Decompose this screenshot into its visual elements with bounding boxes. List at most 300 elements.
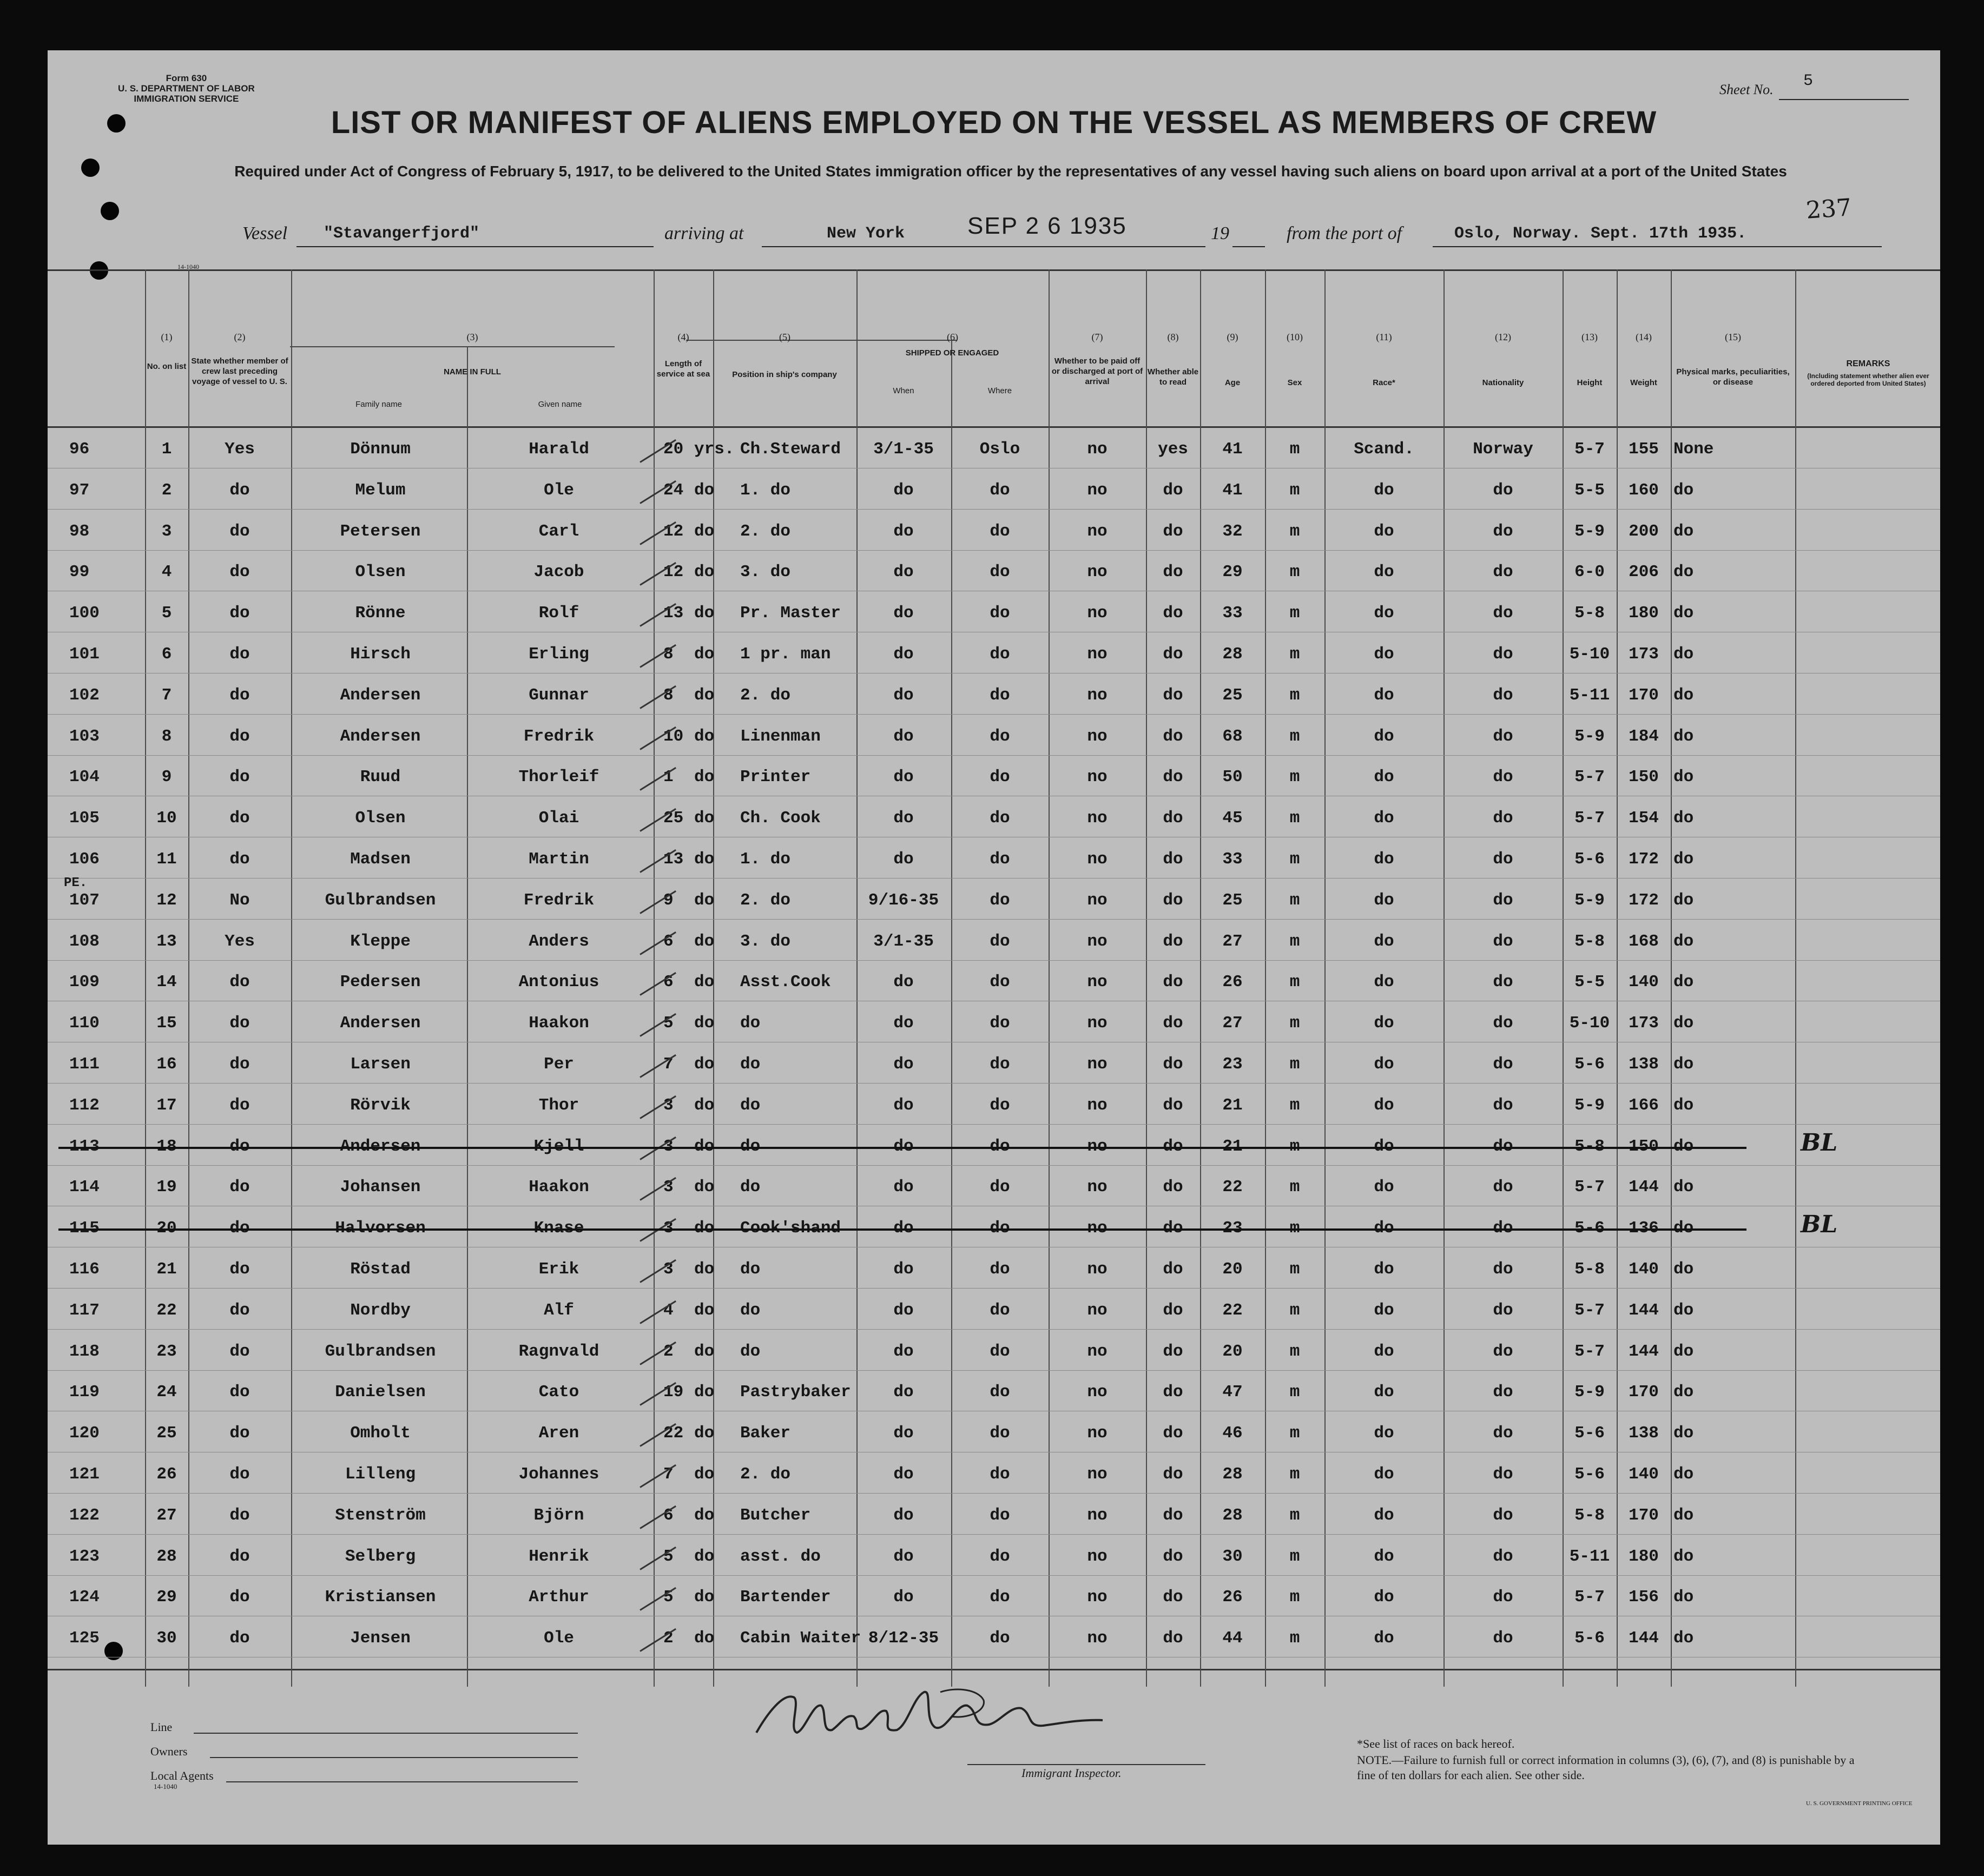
cell-where: do — [990, 932, 1010, 951]
cell-family-name: Madsen — [350, 850, 411, 869]
cell-length: 20 — [663, 440, 684, 459]
cell-member: do — [229, 563, 250, 582]
divider — [967, 1764, 1205, 1765]
cell-height: 6-0 — [1574, 563, 1605, 582]
cell-race: do — [1374, 1300, 1394, 1320]
cell-nationality: do — [1493, 726, 1513, 746]
divider — [48, 960, 1940, 961]
cell-sex: m — [1289, 440, 1300, 459]
cell-given-name: Rolf — [538, 604, 579, 623]
divider — [1433, 246, 1882, 247]
cell-given-name: Per — [544, 1055, 574, 1074]
cell-age: 29 — [1222, 563, 1243, 582]
cell-height: 5-6 — [1574, 850, 1605, 869]
cell-where: do — [990, 1219, 1010, 1238]
inspector-label: Immigrant Inspector. — [1021, 1766, 1122, 1780]
entry-number: 98 — [69, 521, 90, 541]
cell-position: do — [740, 1342, 761, 1361]
cell-race: do — [1374, 1629, 1394, 1648]
cell-paid-off: no — [1087, 973, 1108, 992]
cell-position: Baker — [740, 1424, 791, 1443]
column-number: (8) — [1167, 332, 1179, 342]
cell-height: 5-7 — [1574, 1178, 1605, 1197]
entry-number: 123 — [69, 1547, 100, 1566]
page-subtitle: Required under Act of Congress of February 5, 1917, to be delivered to the United States immigration officer by the representatives of any vessel having such aliens on board upon arrival at a port of the United States — [234, 163, 1787, 180]
cell-no: 16 — [156, 1055, 177, 1074]
cell-where: do — [990, 1178, 1010, 1197]
cell-sex: m — [1289, 1383, 1300, 1402]
cell-no: 18 — [156, 1137, 177, 1156]
cell-weight: 140 — [1629, 1465, 1659, 1484]
entry-number: 121 — [69, 1465, 100, 1484]
cell-physical: do — [1673, 1055, 1694, 1074]
cell-length: 22 — [663, 1424, 684, 1443]
cell-no: 3 — [161, 521, 172, 541]
cell-height: 5-6 — [1574, 1465, 1605, 1484]
cell-no: 17 — [156, 1095, 177, 1115]
cell-nationality: do — [1493, 1342, 1513, 1361]
cell-given-name: Carl — [538, 521, 579, 541]
cell-weight: 173 — [1629, 645, 1659, 664]
cell-member: do — [229, 726, 250, 746]
cell-sex: m — [1289, 726, 1300, 746]
cell-able-read: do — [1163, 1178, 1183, 1197]
cell-family-name: Rörvik — [350, 1095, 411, 1115]
cell-race: Scand. — [1354, 440, 1414, 459]
cell-family-name: Halvorsen — [335, 1219, 426, 1238]
header-able-read: Whether able to read — [1147, 367, 1199, 387]
column-number: (7) — [1091, 332, 1103, 342]
manifest-sheet — [48, 50, 1940, 1845]
column-number: (12) — [1495, 332, 1511, 342]
cell-no: 10 — [156, 809, 177, 828]
cell-member: do — [229, 1588, 250, 1607]
divider — [1671, 269, 1672, 1687]
cell-family-name: Olsen — [355, 563, 406, 582]
cell-nationality: do — [1493, 850, 1513, 869]
cell-able-read: do — [1163, 521, 1183, 541]
cell-when: do — [893, 1547, 914, 1566]
cell-age: 44 — [1222, 1629, 1243, 1648]
cell-weight: 166 — [1629, 1095, 1659, 1115]
cell-nationality: do — [1493, 1588, 1513, 1607]
cell-member: do — [229, 521, 250, 541]
divider — [762, 246, 1205, 247]
cell-length: 3 — [663, 1178, 674, 1197]
cell-length-unit: do — [694, 890, 715, 910]
cell-age: 26 — [1222, 1588, 1243, 1607]
cell-race: do — [1374, 973, 1394, 992]
cell-physical: do — [1673, 1219, 1694, 1238]
cell-race: do — [1374, 1014, 1394, 1033]
cell-family-name: Andersen — [340, 1014, 421, 1033]
cell-given-name: Jacob — [533, 563, 584, 582]
cell-length-unit: do — [694, 685, 715, 705]
cell-paid-off: no — [1087, 1260, 1108, 1279]
cell-length: 13 — [663, 850, 684, 869]
cell-able-read: do — [1163, 1588, 1183, 1607]
cell-physical: do — [1673, 1465, 1694, 1484]
cell-position: Printer — [740, 768, 811, 787]
divider — [48, 509, 1940, 510]
cell-family-name: Rönne — [355, 604, 406, 623]
cell-position: 1. do — [740, 480, 791, 500]
divider — [48, 1329, 1940, 1330]
cell-where: do — [990, 480, 1010, 500]
cell-no: 30 — [156, 1629, 177, 1648]
cell-weight: 136 — [1629, 1219, 1659, 1238]
entry-number: 99 — [69, 563, 90, 582]
cell-member: Yes — [225, 440, 255, 459]
cell-length: 3 — [663, 1095, 674, 1115]
punch-hole-icon — [101, 202, 119, 220]
cell-no: 21 — [156, 1260, 177, 1279]
column-number: (9) — [1227, 332, 1238, 342]
cell-able-read: do — [1163, 1629, 1183, 1648]
cell-when: do — [893, 1383, 914, 1402]
cell-family-name: Pedersen — [340, 973, 421, 992]
cell-when: do — [893, 563, 914, 582]
cell-paid-off: no — [1087, 1219, 1108, 1238]
cell-able-read: do — [1163, 1505, 1183, 1525]
header-remarks: REMARKS — [1846, 359, 1890, 368]
divider — [467, 346, 468, 1687]
cell-when: do — [893, 809, 914, 828]
divider — [951, 340, 952, 1687]
divider — [48, 269, 1940, 271]
strike-through-line — [58, 1147, 1746, 1149]
cell-nationality: do — [1493, 1424, 1513, 1443]
cell-physical: do — [1673, 645, 1694, 664]
cell-sex: m — [1289, 685, 1300, 705]
cell-paid-off: no — [1087, 1014, 1108, 1033]
cell-physical: do — [1673, 768, 1694, 787]
cell-sex: m — [1289, 1137, 1300, 1156]
cell-length-unit: do — [694, 1260, 715, 1279]
cell-where: do — [990, 563, 1010, 582]
cell-able-read: do — [1163, 1383, 1183, 1402]
entry-number: 110 — [69, 1014, 100, 1033]
cell-paid-off: no — [1087, 1505, 1108, 1525]
cell-length-unit: do — [694, 1547, 715, 1566]
cell-where: do — [990, 1383, 1010, 1402]
cell-length-unit: do — [694, 1342, 715, 1361]
cell-paid-off: no — [1087, 1629, 1108, 1648]
cell-nationality: do — [1493, 890, 1513, 910]
cell-age: 68 — [1222, 726, 1243, 746]
cell-position: 2. do — [740, 521, 791, 541]
cell-able-read: yes — [1158, 440, 1188, 459]
cell-family-name: Hirsch — [350, 645, 411, 664]
cell-race: do — [1374, 890, 1394, 910]
cell-age: 23 — [1222, 1219, 1243, 1238]
cell-paid-off: no — [1087, 1178, 1108, 1197]
cell-where: do — [990, 1055, 1010, 1074]
cell-nationality: do — [1493, 1137, 1513, 1156]
cell-where: do — [990, 809, 1010, 828]
cell-nationality: Norway — [1473, 440, 1533, 459]
cell-sex: m — [1289, 1342, 1300, 1361]
cell-family-name: Andersen — [340, 1137, 421, 1156]
cell-sex: m — [1289, 932, 1300, 951]
cell-able-read: do — [1163, 645, 1183, 664]
cell-when: do — [893, 1095, 914, 1115]
cell-no: 7 — [161, 685, 172, 705]
cell-nationality: do — [1493, 604, 1513, 623]
cell-family-name: Kleppe — [350, 932, 411, 951]
cell-when: do — [893, 1588, 914, 1607]
cell-given-name: Ole — [544, 1629, 574, 1648]
cell-no: 5 — [161, 604, 172, 623]
cell-length-unit: do — [694, 521, 715, 541]
cell-race: do — [1374, 768, 1394, 787]
cell-given-name: Erik — [538, 1260, 579, 1279]
cell-age: 50 — [1222, 768, 1243, 787]
cell-where: do — [990, 1424, 1010, 1443]
cell-position: Butcher — [740, 1505, 811, 1525]
cell-family-name: Johansen — [340, 1178, 421, 1197]
cell-weight: 172 — [1629, 890, 1659, 910]
cell-age: 45 — [1222, 809, 1243, 828]
form-number: Form 630 — [166, 73, 207, 83]
header-family-name: Family name — [355, 400, 402, 409]
cell-physical: do — [1673, 1424, 1694, 1443]
cell-given-name: Knase — [533, 1219, 584, 1238]
cell-height: 5-9 — [1574, 1095, 1605, 1115]
cell-physical: do — [1673, 1300, 1694, 1320]
divider — [48, 1288, 1940, 1289]
cell-nationality: do — [1493, 1055, 1513, 1074]
cell-race: do — [1374, 1424, 1394, 1443]
cell-member: do — [229, 1055, 250, 1074]
cell-physical: do — [1673, 1588, 1694, 1607]
cell-length-unit: yrs. — [694, 440, 735, 459]
cell-race: do — [1374, 1137, 1394, 1156]
cell-height: 5-5 — [1574, 480, 1605, 500]
header-remarks-sub: (Including statement whether alien ever ordered deported from United States) — [1807, 372, 1929, 387]
cell-paid-off: no — [1087, 1137, 1108, 1156]
divider — [1779, 99, 1909, 100]
divider — [296, 246, 654, 247]
entry-number: 101 — [69, 645, 100, 664]
vessel-label: Vessel — [242, 223, 288, 243]
cell-race: do — [1374, 521, 1394, 541]
cell-given-name: Harald — [529, 440, 589, 459]
cell-length: 7 — [663, 1465, 674, 1484]
cell-physical: do — [1673, 973, 1694, 992]
cell-no: 28 — [156, 1547, 177, 1566]
divider — [290, 346, 615, 347]
divider — [1232, 246, 1265, 247]
cell-length: 5 — [663, 1547, 674, 1566]
cell-sex: m — [1289, 521, 1300, 541]
cell-member: do — [229, 850, 250, 869]
cell-age: 23 — [1222, 1055, 1243, 1074]
cell-length: 8 — [663, 645, 674, 664]
cell-given-name: Alf — [544, 1300, 574, 1320]
cell-given-name: Antonius — [518, 973, 599, 992]
cell-member: do — [229, 1424, 250, 1443]
cell-length: 3 — [663, 1260, 674, 1279]
cell-where: do — [990, 1137, 1010, 1156]
cell-sex: m — [1289, 1055, 1300, 1074]
cell-race: do — [1374, 1383, 1394, 1402]
cell-race: do — [1374, 1260, 1394, 1279]
cell-physical: do — [1673, 1260, 1694, 1279]
cell-weight: 155 — [1629, 440, 1659, 459]
cell-age: 22 — [1222, 1300, 1243, 1320]
cell-race: do — [1374, 563, 1394, 582]
department: U. S. DEPARTMENT OF LABOR — [118, 83, 255, 94]
divider — [48, 1083, 1940, 1084]
cell-sex: m — [1289, 1300, 1300, 1320]
form-code: 14-1040 — [177, 263, 199, 270]
cell-physical: do — [1673, 1342, 1694, 1361]
cell-when: do — [893, 973, 914, 992]
divider — [48, 1165, 1940, 1166]
cell-able-read: do — [1163, 1095, 1183, 1115]
cell-given-name: Thor — [538, 1095, 579, 1115]
cell-family-name: Petersen — [340, 521, 421, 541]
cell-sex: m — [1289, 768, 1300, 787]
cell-no: 26 — [156, 1465, 177, 1484]
cell-race: do — [1374, 645, 1394, 664]
cell-no: 27 — [156, 1505, 177, 1525]
cell-position: 3. do — [740, 932, 791, 951]
cell-physical: do — [1673, 932, 1694, 951]
cell-when: 3/1-35 — [873, 440, 934, 459]
divider — [48, 755, 1940, 756]
cell-weight: 206 — [1629, 563, 1659, 582]
cell-given-name: Ole — [544, 480, 574, 500]
cell-height: 5-8 — [1574, 1505, 1605, 1525]
cell-paid-off: no — [1087, 890, 1108, 910]
cell-weight: 170 — [1629, 1505, 1659, 1525]
cell-family-name: Danielsen — [335, 1383, 426, 1402]
cell-age: 25 — [1222, 890, 1243, 910]
cell-paid-off: no — [1087, 1055, 1108, 1074]
cell-able-read: do — [1163, 809, 1183, 828]
cell-given-name: Ragnvald — [518, 1342, 599, 1361]
cell-no: 22 — [156, 1300, 177, 1320]
cell-when: do — [893, 1137, 914, 1156]
cell-nationality: do — [1493, 1547, 1513, 1566]
entry-number: 104 — [69, 768, 100, 787]
cell-where: do — [990, 1547, 1010, 1566]
cell-weight: 200 — [1629, 521, 1659, 541]
cell-race: do — [1374, 1465, 1394, 1484]
cell-length-unit: do — [694, 1014, 715, 1033]
cell-length: 24 — [663, 480, 684, 500]
cell-family-name: Nordby — [350, 1300, 411, 1320]
cell-sex: m — [1289, 1547, 1300, 1566]
cell-no: 25 — [156, 1424, 177, 1443]
entry-number: 113 — [69, 1137, 100, 1156]
cell-position: Pr. Master — [740, 604, 841, 623]
cell-position: 1 pr. man — [740, 645, 831, 664]
cell-height: 5-5 — [1574, 973, 1605, 992]
cell-paid-off: no — [1087, 521, 1108, 541]
cell-able-read: do — [1163, 1547, 1183, 1566]
cell-physical: do — [1673, 480, 1694, 500]
cell-nationality: do — [1493, 1014, 1513, 1033]
cell-physical: do — [1673, 809, 1694, 828]
cell-physical: do — [1673, 563, 1694, 582]
sheet-no-value: 5 — [1803, 72, 1814, 90]
cell-when: do — [893, 850, 914, 869]
cell-given-name: Haakon — [529, 1178, 589, 1197]
cell-where: do — [990, 1465, 1010, 1484]
cell-able-read: do — [1163, 726, 1183, 746]
divider — [48, 1669, 1940, 1670]
entry-number: 117 — [69, 1300, 100, 1320]
cell-member: do — [229, 480, 250, 500]
from-label: from the port of — [1287, 223, 1402, 243]
cell-family-name: Gulbrandsen — [325, 1342, 436, 1361]
cell-when: do — [893, 1219, 914, 1238]
cell-position: Ch.Steward — [740, 440, 841, 459]
cell-nationality: do — [1493, 1260, 1513, 1279]
cell-length: 25 — [663, 809, 684, 828]
cell-able-read: do — [1163, 890, 1183, 910]
cell-race: do — [1374, 1095, 1394, 1115]
cell-no: 29 — [156, 1588, 177, 1607]
divider — [48, 426, 1940, 428]
cell-where: do — [990, 685, 1010, 705]
cell-nationality: do — [1493, 1178, 1513, 1197]
divider — [210, 1757, 578, 1758]
cell-length-unit: do — [694, 1095, 715, 1115]
cell-when: do — [893, 726, 914, 746]
entry-number: 118 — [69, 1342, 100, 1361]
cell-when: do — [893, 1014, 914, 1033]
cell-where: do — [990, 973, 1010, 992]
cell-sex: m — [1289, 890, 1300, 910]
divider — [291, 269, 292, 1687]
cell-sex: m — [1289, 1095, 1300, 1115]
cell-when: do — [893, 1424, 914, 1443]
cell-length: 12 — [663, 521, 684, 541]
cell-given-name: Cato — [538, 1383, 579, 1402]
cell-race: do — [1374, 1342, 1394, 1361]
divider — [48, 1493, 1940, 1494]
cell-physical: None — [1673, 440, 1714, 459]
cell-length: 2 — [663, 1629, 674, 1648]
entry-number: 96 — [69, 440, 90, 459]
cell-age: 27 — [1222, 932, 1243, 951]
cell-weight: 144 — [1629, 1178, 1659, 1197]
cell-length: 3 — [663, 1137, 674, 1156]
cell-sex: m — [1289, 604, 1300, 623]
pe-mark: PE. — [64, 875, 88, 890]
cell-when: do — [893, 768, 914, 787]
cell-age: 28 — [1222, 645, 1243, 664]
entry-number: 114 — [69, 1178, 100, 1197]
cell-height: 5-11 — [1569, 685, 1610, 705]
cell-given-name: Fredrik — [523, 890, 595, 910]
entry-number: 102 — [69, 685, 100, 705]
cell-family-name: Jensen — [350, 1629, 411, 1648]
cell-position: 2. do — [740, 1465, 791, 1484]
cell-length: 3 — [663, 1219, 674, 1238]
cell-physical: do — [1673, 890, 1694, 910]
cell-member: do — [229, 1300, 250, 1320]
cell-position: Pastrybaker — [740, 1383, 851, 1402]
cell-sex: m — [1289, 1465, 1300, 1484]
cell-position: do — [740, 1014, 761, 1033]
cell-sex: m — [1289, 973, 1300, 992]
cell-family-name: Lilleng — [345, 1465, 416, 1484]
